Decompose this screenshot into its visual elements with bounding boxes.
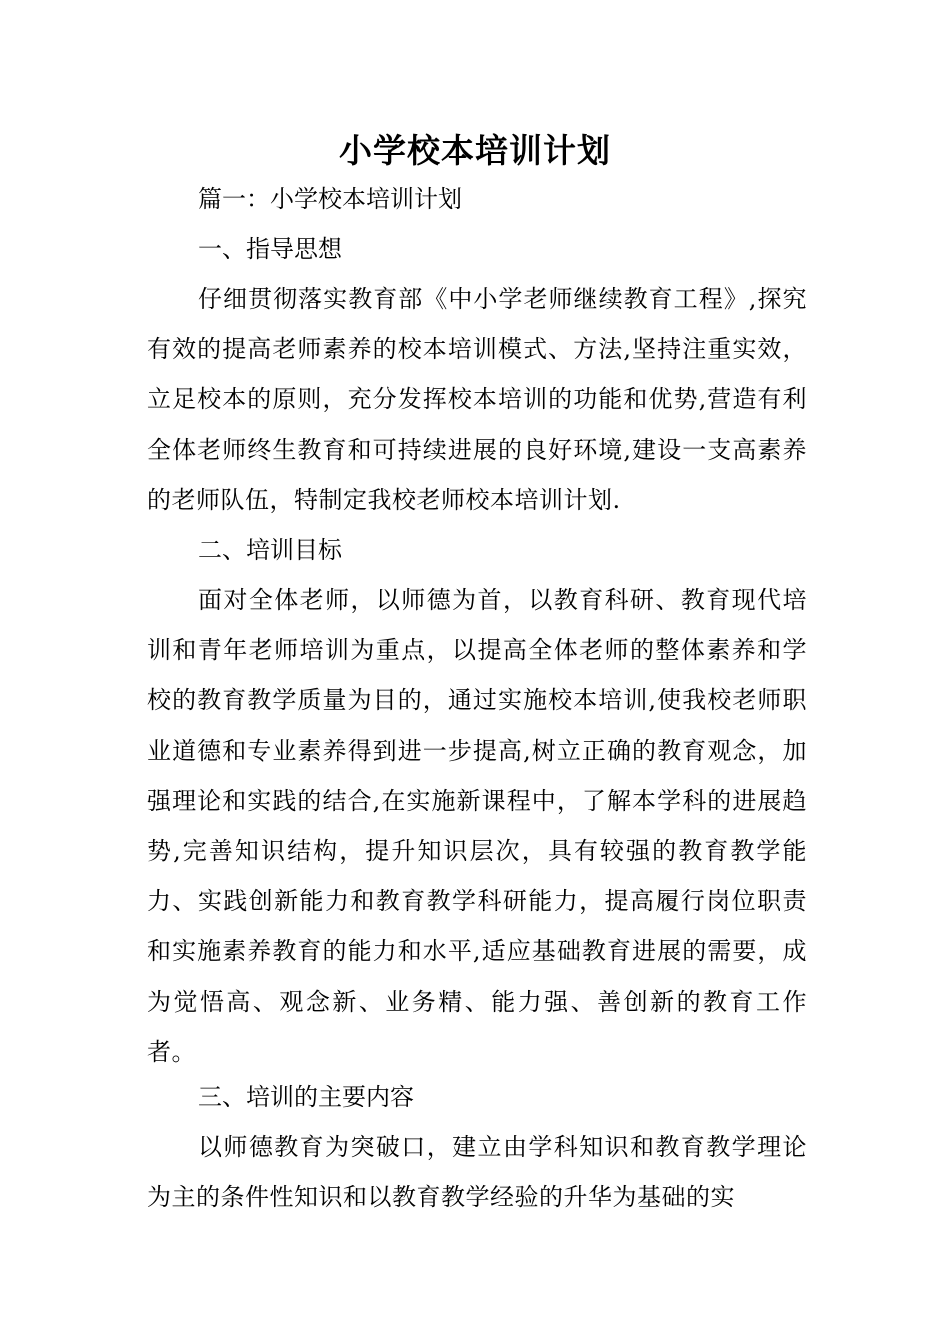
paragraph-training-goals: 面对全体老师，以师德为首，以教育科研、教育现代培训和青年老师培训为重点，以提高全体老师的整体素养和学校的教育教学质量为目的，通过实施校本培训,使我校老师职业道德和专业素养得到进一步提高,树立正确的教育观念，加强理论和实践的结合,在实施新课程中，了解本学科的进展趋势,完善知识结构，提升知识层次，具有较强的教育教学能力、实践创新能力和教育教学科研能力，提高履行岗位职责和实施素养教育的能力和水平,适应基础教育进展的需要，成为觉悟高、观念新、业务精、能力强、善创新的教育工作者。 <box>147 586 807 1066</box>
document-title: 小学校本培训计划 <box>339 131 611 170</box>
heading-training-goals: 二、培训目标 <box>198 536 342 564</box>
heading-training-content: 三、培训的主要内容 <box>198 1083 414 1111</box>
section-label: 篇一：小学校本培训计划 <box>198 185 462 213</box>
paragraph-guiding-ideology: 仔细贯彻落实教育部《中小学老师继续教育工程》,探究有效的提高老师素养的校本培训模式、方法,坚持注重实效，立足校本的原则，充分发挥校本培训的功能和优势,营造有利全体老师终生教育和可持续进展的良好环境,建设一支高素养的老师队伍，特制定我校老师校本培训计划. <box>147 285 807 514</box>
heading-guiding-ideology: 一、指导思想 <box>198 235 342 263</box>
paragraph-training-content: 以师德教育为突破口，建立由学科知识和教育教学理论为主的条件性知识和以教育教学经验的升华为基础的实 <box>147 1133 807 1212</box>
